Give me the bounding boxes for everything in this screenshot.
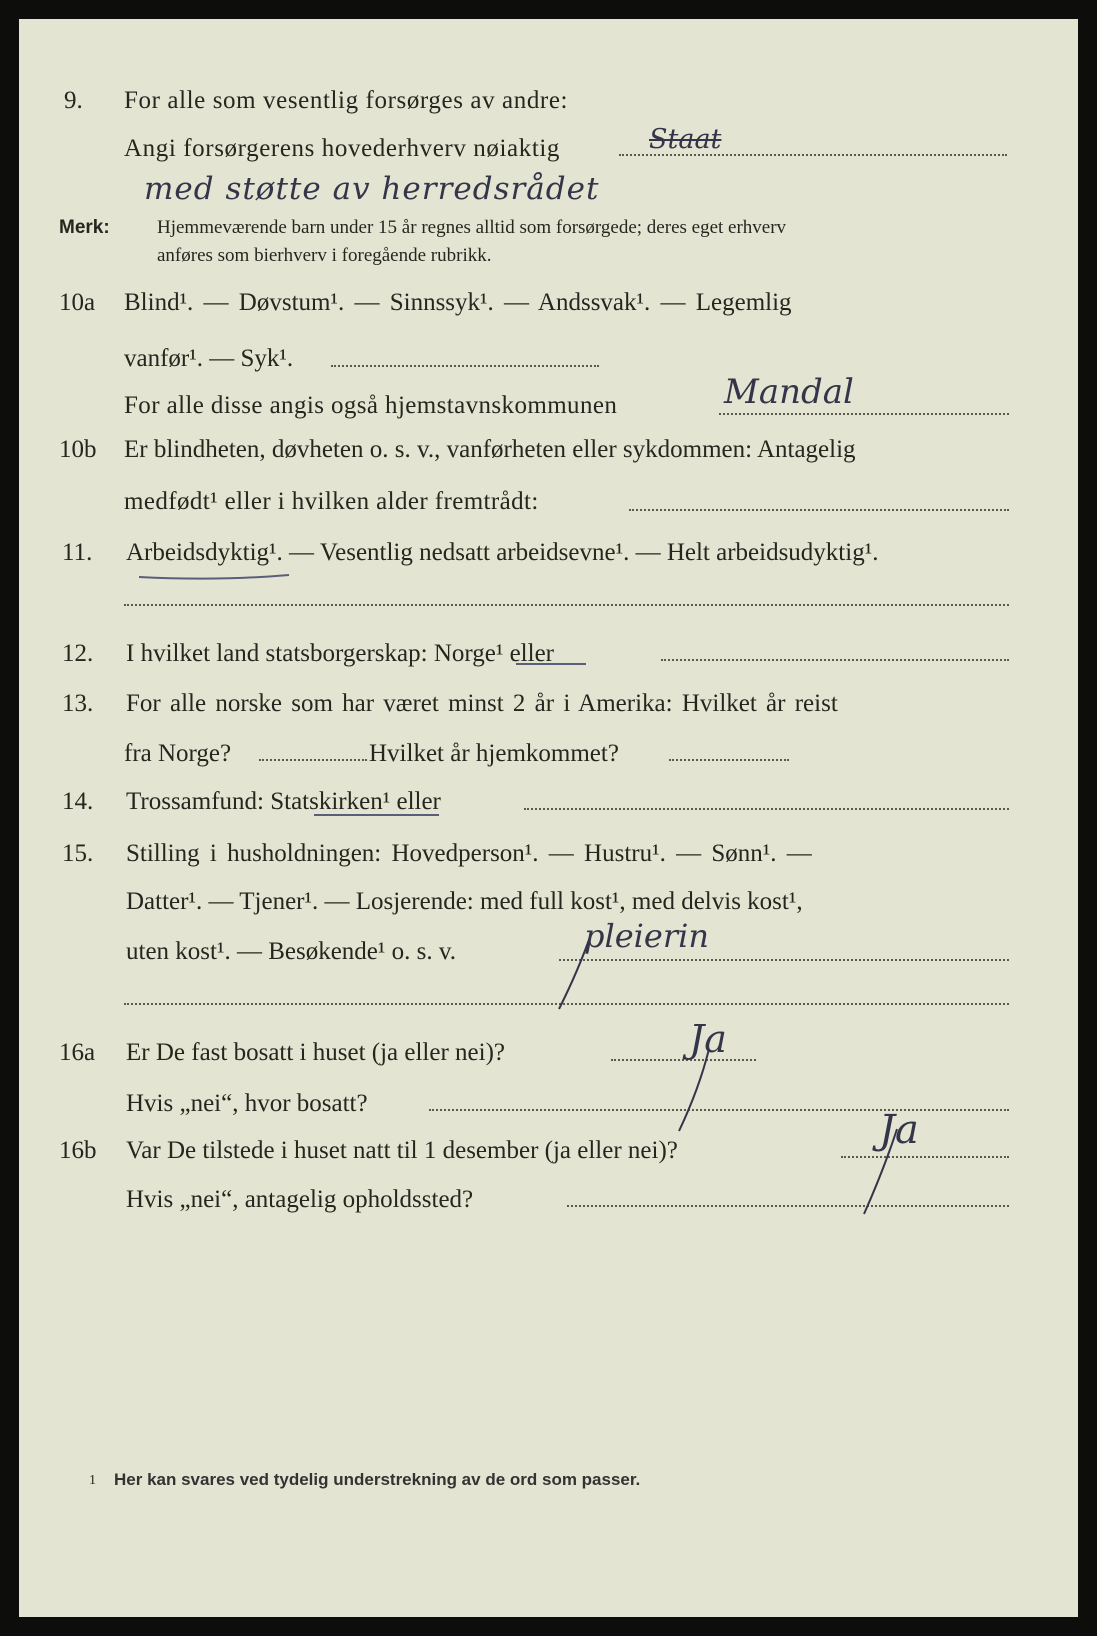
ink-stroke-q15	[559, 934, 591, 1009]
merk-note-line2: anføres som bierhverv i foregående rubrikk.	[157, 245, 492, 266]
census-form-page	[19, 19, 1078, 1617]
q10b-question-line2: medfødt¹ eller i hvilken alder fremtrådt:	[124, 488, 539, 515]
q10a-handwritten-answer: Mandal	[724, 372, 854, 412]
q11-question-line1: Arbeidsdyktig¹. — Vesentlig nedsatt arbeidsevne¹. — Helt arbeidsudyktig¹.	[126, 539, 879, 566]
ink-marks-overlay	[19, 19, 1078, 1617]
merk-note-line1: Hjemmeværende barn under 15 år regnes alltid som forsørgede; deres eget erhverv	[157, 217, 787, 238]
item-number-10b: 10b	[59, 436, 97, 463]
ink-stroke-q16a	[679, 1049, 709, 1131]
q16a-question-line1: Er De fast bosatt i huset (ja eller nei)?	[126, 1039, 506, 1066]
item-number-9: 9.	[64, 87, 83, 114]
q13-question-line2a: fra Norge?	[124, 740, 232, 767]
q13-question-line1: For alle norske som har været minst 2 år i Amerika: Hvilket år reist	[126, 690, 838, 717]
q13-question-line2b: Hvilket år hjemkommet?	[369, 740, 619, 767]
item-number-16b: 16b	[59, 1137, 97, 1164]
item-number-12: 12.	[62, 640, 94, 667]
q16b-question-line2: Hvis „nei“, antagelig opholdssted?	[126, 1186, 474, 1213]
item-number-14: 14.	[62, 788, 94, 815]
q12-question-line1: I hvilket land statsborgerskap: Norge¹ eller	[126, 640, 554, 667]
q15-question-line2: Datter¹. — Tjener¹. — Losjerende: med full kost¹, med delvis kost¹,	[126, 888, 803, 915]
item-number-15: 15.	[62, 840, 94, 867]
q9-struck-answer: Staat	[649, 124, 722, 155]
ink-stroke-q16b	[864, 1129, 897, 1214]
q14-question-line1: Trossamfund: Statskirken¹ eller	[126, 788, 441, 815]
q15-question-line3: uten kost¹. — Besøkende¹ o. s. v.	[126, 938, 457, 965]
item-number-16a: 16a	[59, 1039, 96, 1066]
q16b-handwritten-answer: Ja	[879, 1107, 919, 1153]
q10b-question-line1: Er blindheten, døvheten o. s. v., vanførheten eller sykdommen: Antagelig	[124, 436, 856, 463]
q9-question-line2: Angi forsørgerens hovederhverv nøiaktig	[124, 135, 561, 162]
q10a-question-line1: Blind¹. — Døvstum¹. — Sinnssyk¹. — Andssvak¹. — Legemlig	[124, 289, 792, 316]
q9-handwritten-answer: med støtte av herredsrådet	[144, 171, 600, 207]
q9-question-line1: For alle som vesentlig forsørges av andre:	[124, 87, 569, 114]
footnote-mark: 1	[89, 1473, 96, 1488]
q15-handwritten-answer: pleierin	[584, 917, 709, 955]
q10a-question-line3: For alle disse angis også hjemstavnskommunen	[124, 392, 618, 419]
q10a-question-line2: vanfør¹. — Syk¹.	[124, 345, 294, 372]
item-number-13: 13.	[62, 690, 94, 717]
footnote-text: Her kan svares ved tydelig understrekning av de ord som passer.	[114, 1470, 641, 1489]
item-number-11: 11.	[62, 539, 93, 566]
q15-question-line1: Stilling i husholdningen: Hovedperson¹. — Hustru¹. — Sønn¹. —	[126, 840, 812, 867]
merk-label: Merk:	[59, 217, 110, 238]
underline-arbeidsdyktig	[139, 575, 289, 579]
q16a-handwritten-answer: Ja	[689, 1017, 727, 1061]
q16b-question-line1: Var De tilstede i huset natt til 1 desember (ja eller nei)?	[126, 1137, 678, 1164]
q16a-question-line2: Hvis „nei“, hvor bosatt?	[126, 1090, 368, 1117]
item-number-10a: 10a	[59, 289, 96, 316]
